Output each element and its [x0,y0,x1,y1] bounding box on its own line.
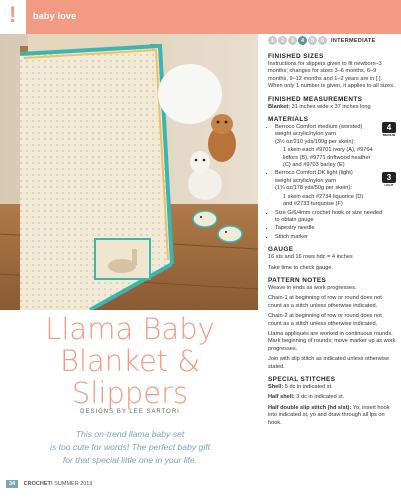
stitch-hd-slst-term: Half double slip stitch (hd slst): [268,404,352,411]
yarn2-line2: weight acrylic/nylon yarn [275,177,336,184]
skill-level [268,36,396,45]
title-line-3: Slippers [71,376,189,410]
skill-dot-1: 1 [268,36,277,45]
stitch-hd-slst [268,405,396,427]
finished-sizes-heading: FINISHED SIZES [268,53,324,60]
page-number: 34 [6,480,18,488]
materials-section [268,116,396,241]
material-subitem-2 [275,194,396,209]
gauge-line-2: Take time to check gauge. [268,264,333,271]
material-item-3 [275,210,396,225]
gauge-line-1: 16 sts and 16 rows hdc = 4 inches [268,254,353,261]
materials-heading: MATERIALS [268,116,309,124]
materials-list [268,124,396,241]
yarn-weight-light-label: LIGHT [384,183,394,188]
intro-line-3: for that special little one in your life. [62,455,198,465]
skill-level-label: INTERMEDIATE [331,37,376,44]
finished-measurements-heading: FINISHED MEASUREMENTS [268,95,363,103]
stitch-shell-term: Shell: [268,384,284,390]
stitch-hd-slst-def: Yo, insert hook into indicated st, yo and draw through all lps on hook. [268,404,390,426]
stitch-shell-def: 5 dc in indicated st. [284,384,333,390]
magazine-brand: CROCHET! [23,481,53,487]
section-label: baby love [33,11,77,21]
section-header [0,0,401,34]
skill-dot-2: 2 [278,36,287,45]
skill-dot-5: 5 [308,36,317,45]
material-item-1 [275,124,396,146]
yarn1-line3: (3½ oz/210 yds/100g per skein): [275,138,355,145]
page-footer [6,480,92,492]
title-line-1: Llama Baby [45,312,215,346]
blanket-size: 31 inches wide x 37 inches long [291,103,371,110]
pattern-note-1: Weave in ends as work progresses. [268,284,357,291]
pattern-note-4: Llama appliqués are worked in continuous rounds. Mark beginning of rounds; move marker up as work progresses. [268,330,396,352]
stitch-half-shell [268,394,396,401]
skill-dot-6: 6 [318,36,327,45]
issue-label: SUMMER 2019 [54,481,93,487]
yarn-weight-medium-label: MEDIUM [382,133,396,138]
yarn2-sub2: and #2733 turquoise (F) [283,201,343,208]
yarn1-line1: • Berroco Comfort medium (worsted) [275,124,363,131]
tag-glyph: ! [9,2,17,27]
gauge-heading: GAUGE [268,246,294,254]
yarn2-line3: (1¾ oz/178 yds/50g per skein): [275,185,352,192]
intro-line-1: This on-trend llama baby set [75,429,185,439]
skill-dot-3: 3 [288,36,297,45]
finished-measurements-text [268,104,396,111]
yarn-weight-light-icon [382,172,396,187]
article-title [20,313,240,409]
title-line-2: Blanket & [59,344,200,378]
material-subitem-1 [275,147,396,169]
pattern-info-column [268,36,396,430]
yarn2-line1: • Berroco Comfort DK light (light) [275,170,353,177]
stitch-half-shell-term: Half shell: [268,394,295,401]
yarn1-line2: weight acrylic/nylon yarn [275,131,336,138]
yarn1-sub1: 1 skein each #9701 ivory (A), #9764 [283,147,373,154]
yarn-weight-medium-number: 4 [382,122,396,133]
pattern-note-3: Chain-2 at beginning of row or round does not count as a stitch unless otherwise indicated. [268,313,382,327]
hook-line2: to obtain gauge [275,216,314,223]
stitch-shell [268,384,396,391]
exclamation-tag-icon [0,0,26,34]
skill-dot-4: 4 [298,36,307,45]
pattern-note-5: Join with slip stitch as indicated unless otherwise stated. [268,356,389,370]
byline: DESIGNS BY LEE SARTORI [80,409,180,415]
special-stitches-heading: SPECIAL STITCHES [268,376,336,383]
intro-line-2: is too cute for words! The perfect baby gift [49,442,211,452]
pattern-notes-heading: PATTERN NOTES [268,276,327,284]
material-item-4: • Tapestry needle [275,225,396,232]
yarn1-sub2: lidfors (B), #9771 driftwood heather [283,154,371,161]
hook-line1: • Size G/6/4mm crochet hook or size needed [275,209,383,216]
blanket-label: Blanket: [268,103,291,110]
stitch-half-shell-def: 3 dc in indicated st. [296,394,345,401]
yarn1-sub3: (C) and #9703 barley (E) [283,162,345,169]
yarn-weight-medium-icon [382,122,396,137]
material-item-5: • Stitch marker [275,234,396,241]
intro-text [20,428,240,467]
pattern-note-2: Chain-1 at beginning of row or round does not count as a stitch unless otherwise indicated. [268,295,382,309]
finished-sizes-text: Instructions for slippers given to fit newborn–3 months; changes for sizes 3–6 months, 6–9 months, 9–12 months and 1–2 years are in [ ]. When only 1 number is given, it applies to all sizes. [268,61,395,90]
material-item-2 [275,170,396,192]
yarn2-sub1: 1 skein each #2734 liquorice (D) [283,193,364,200]
yarn-weight-light-number: 3 [382,172,396,183]
product-photo [0,34,258,310]
